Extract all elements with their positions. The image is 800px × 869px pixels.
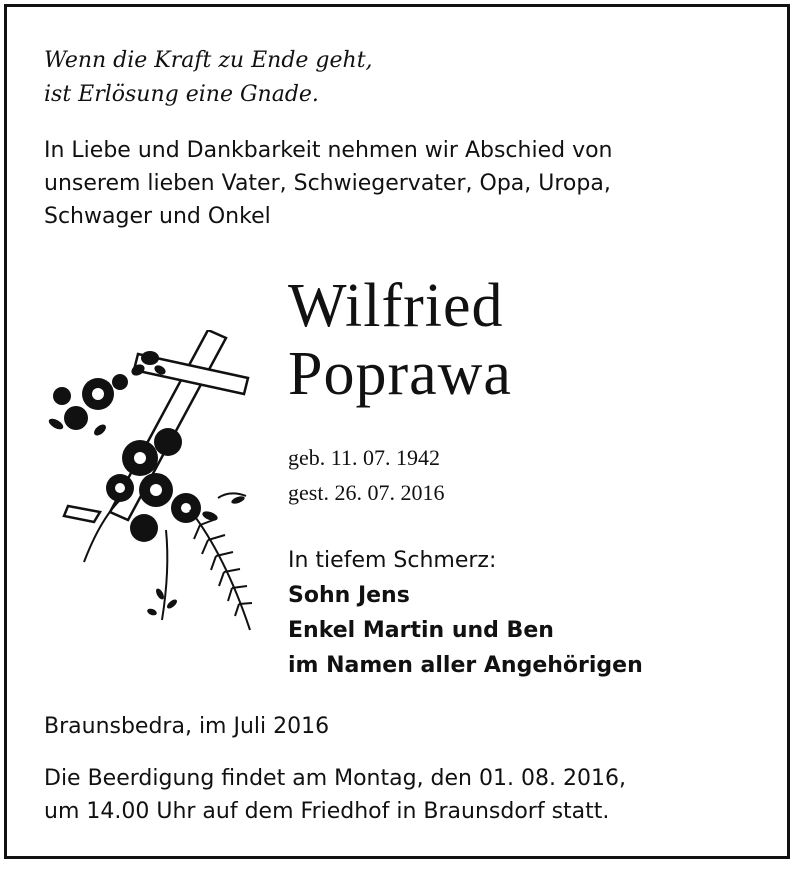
cross-with-roses-icon — [40, 330, 270, 640]
mourner-line-3: im Namen aller Angehörigen — [288, 653, 643, 678]
mourner-line-2: Enkel Martin und Ben — [288, 618, 554, 643]
funeral-line-1: Die Beerdigung findet am Montag, den 01. 08. 2016, — [44, 766, 626, 791]
life-dates — [288, 440, 444, 510]
last-name: Poprawa — [288, 340, 512, 408]
intro-line-1: In Liebe und Dankbarkeit nehmen wir Abschied von — [44, 138, 613, 163]
birth-date: geb. 11. 07. 1942 — [288, 445, 440, 470]
funeral-line-2: um 14.00 Uhr auf dem Friedhof in Braunsdorf statt. — [44, 799, 610, 824]
verse-line-2: ist Erlösung eine Gnade. — [44, 82, 319, 107]
death-date: gest. 26. 07. 2016 — [288, 480, 445, 505]
deceased-name — [288, 272, 512, 408]
intro-line-3: Schwager und Onkel — [44, 204, 271, 229]
mourners-heading: In tiefem Schmerz: — [288, 548, 497, 573]
first-name: Wilfried — [288, 272, 504, 340]
verse — [44, 44, 373, 112]
intro-line-2: unserem lieben Vater, Schwiegervater, Opa, Uropa, — [44, 171, 611, 196]
place-date: Braunsbedra, im Juli 2016 — [44, 714, 330, 739]
mourner-line-1: Sohn Jens — [288, 583, 410, 608]
funeral-notice — [44, 762, 626, 828]
mourners — [288, 543, 643, 683]
intro-text — [44, 134, 613, 233]
verse-line-1: Wenn die Kraft zu Ende geht, — [44, 48, 373, 73]
